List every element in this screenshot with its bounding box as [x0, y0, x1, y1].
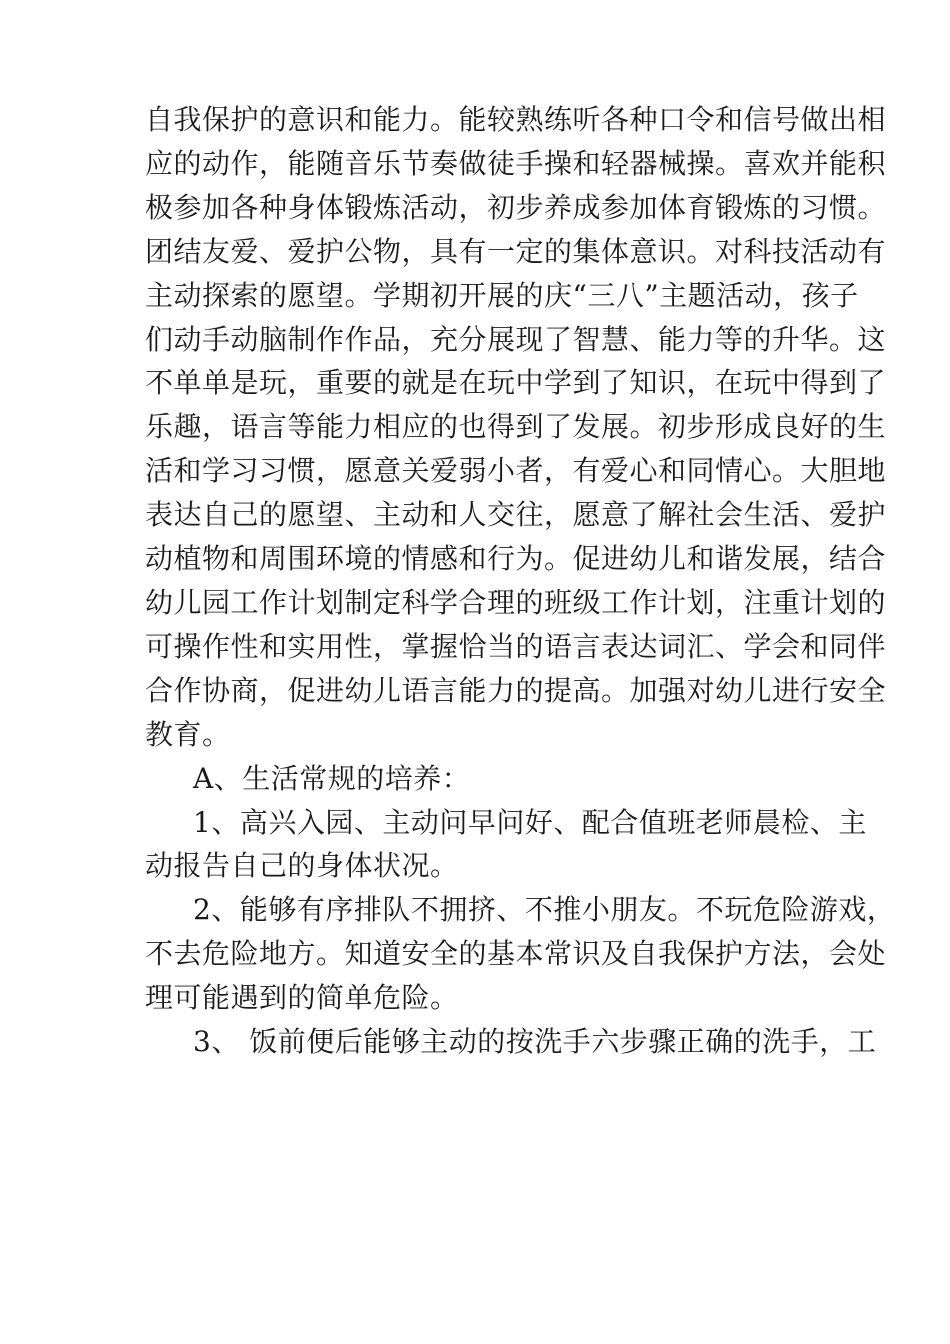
text-line: 们动手动脑制作作品，充分展现了智慧、能力等的升华。这 [145, 322, 887, 356]
section-heading-a [145, 757, 810, 801]
list-item-2 [145, 888, 896, 1020]
text-line: 活和学习习惯，愿意关爱弱小者，有爱心和同情心。大胆地 [145, 454, 887, 488]
list-item-1 [145, 801, 867, 889]
text-line: 3、 饭前便后能够主动的按洗手六步骤正确的洗手，工 [193, 1025, 877, 1059]
text-line: 幼儿园工作计划制定科学合理的班级工作计划，注重计划的 [145, 585, 887, 619]
text-line: 2、能够有序排队不拥挤、不推小朋友。不玩危险游戏， [193, 893, 896, 927]
text-line: 教育。 [145, 717, 231, 751]
text-line: 合作协商，促进幼儿语言能力的提高。加强对幼儿进行安全 [145, 673, 887, 707]
main-paragraph [145, 98, 887, 757]
text-line: 动报告自己的身体状况。 [145, 849, 459, 883]
text-line: 理可能遇到的简单危险。 [145, 981, 459, 1015]
text-line: 动植物和周围环境的情感和行为。促进幼儿和谐发展，结合 [145, 542, 887, 576]
document-body [145, 98, 896, 1064]
list-item-3 [145, 1020, 877, 1064]
text-line: 自我保护的意识和能力。能较熟练听各种口令和信号做出相 [145, 103, 887, 136]
text-line: 可操作性和实用性，掌握恰当的语言表达词汇、学会和同伴 [145, 629, 887, 663]
text-line: 极参加各种身体锻炼活动，初步养成参加体育锻炼的习惯。 [145, 190, 887, 224]
text-line: 表达自己的愿望、主动和人交往，愿意了解社会生活、爱护 [145, 498, 887, 532]
text-line: 不去危险地方。知道安全的基本常识及自我保护方法，会处 [145, 937, 887, 971]
text-line: 1、高兴入园、主动问早问好、配合值班老师晨检、主 [193, 805, 867, 839]
text-line: 不单单是玩，重要的就是在玩中学到了知识，在玩中得到了 [145, 366, 887, 400]
text-line: 主动探索的愿望。学期初开展的庆“三八”主题活动，孩子 [145, 278, 859, 312]
text-line: 团结友爱、爱护公物，具有一定的集体意识。对科技活动有 [145, 234, 887, 268]
text-line: 乐趣，语言等能力相应的也得到了发展。初步形成良好的生 [145, 410, 887, 444]
heading-text: A、生活常规的培养： [193, 761, 471, 795]
text-line: 应的动作，能随音乐节奏做徒手操和轻器械操。喜欢并能积 [145, 146, 887, 180]
